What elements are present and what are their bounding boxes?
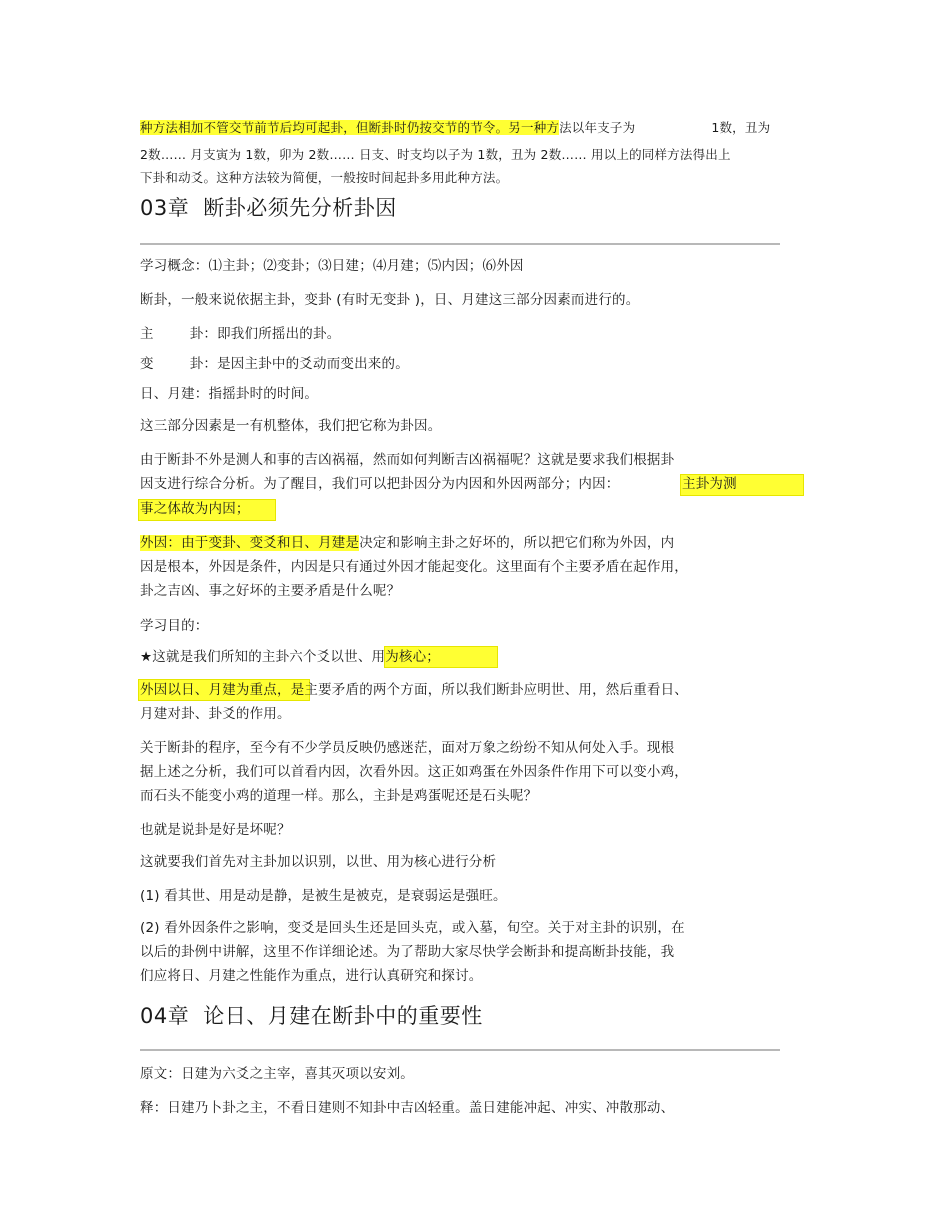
intro-line-2: 2数…… 月支寅为 1数，卯为 2数…… 日支、时支均以子为 1数，丑为 2数…… 用以上的同样方法得出上 — [140, 147, 731, 162]
definition-day-month: 日、月建：指摇卦时的时间。 — [140, 386, 319, 402]
star-line — [140, 647, 440, 667]
chapter-number: 03章 — [140, 196, 190, 220]
chapter-divider — [140, 243, 780, 245]
study-concepts: 学习概念：⑴主卦；⑵变卦；⑶日建；⑷月建；⑸内因；⑹外因 — [140, 258, 524, 274]
paragraph-line: 因是根本，外因是条件，内因是只有通过外因才能起变化。这里面有个主要矛盾在起作用， — [140, 559, 688, 575]
highlighted-text: 外因以日、月建为重点， — [140, 682, 291, 698]
chapter-divider — [140, 1049, 780, 1051]
paragraph-line: 因支进行综合分析。为了醒目，我们可以把卦因分为内因和外因两部分；内因： — [140, 476, 620, 492]
paragraph: 断卦，一般来说依据主卦，变卦 (有时无变卦 )，日、月建这三部分因素而进行的。 — [140, 292, 640, 308]
chapter-title: 断卦必须先分析卦因 — [203, 196, 397, 220]
paragraph-line: 外因：由于变卦、变爻和日、月建是决定和影响主卦之好坏的，所以把它们称为外因，内 — [140, 535, 675, 551]
list-item-line: 以后的卦例中讲解，这里不作详细论述。为了帮助大家尽快学会断卦和提高断卦技能，我 — [140, 944, 675, 960]
paragraph: 这就要我们首先对主卦加以识别，以世、用为核心进行分析 — [140, 854, 497, 870]
chapter-title: 论日、月建在断卦中的重要性 — [203, 1004, 483, 1028]
chapter-number: 04章 — [140, 1004, 190, 1028]
definition-changed-hexagram: 变 卦：是因主卦中的爻动而变出来的。 — [140, 356, 409, 372]
chapter-heading-04 — [140, 1000, 483, 1030]
paragraph-line: 月建对卦、卦爻的作用。 — [140, 706, 291, 722]
highlighted-text: 种方法相加不管交节前节后均可起卦，但断卦时仍按交节的节令。另一种方 — [140, 120, 560, 135]
paragraph: 也就是说卦是好是坏呢？ — [140, 822, 291, 838]
paragraph-line: 关于断卦的程序，至今有不少学员反映仍感迷茫，面对万象之纷纷不知从何处入手。现根 — [140, 740, 675, 756]
star-text: ★这就是我们所知的主卦六个爻以世 — [140, 649, 358, 665]
intro-line-3: 下卦和动爻。这种方法较为简便，一般按时间起卦多用此种方法。 — [140, 170, 509, 185]
explanation-text: 释：日建乃卜卦之主，不看日建则不知卦中吉凶轻重。盖日建能冲起、冲实、冲散那动、 — [140, 1100, 675, 1116]
paragraph-line: 而石头不能变小鸡的道理一样。那么，主卦是鸡蛋呢还是石头呢？ — [140, 788, 538, 804]
original-text: 原文：日建为六爻之主宰，喜其灭项以安刘。 — [140, 1066, 414, 1082]
paragraph-line: 外因以日、月建为重点，是主要矛盾的两个方面，所以我们断卦应明世、用，然后重看日、 — [140, 682, 689, 698]
highlighted-text: 、用为核心； — [357, 649, 441, 665]
paragraph: 这三部分因素是一有机整体，我们把它称为卦因。 — [140, 418, 442, 434]
paragraph-line: 卦之吉凶、事之好坏的主要矛盾是什么呢？ — [140, 583, 401, 599]
list-item: (2) 看外因条件之影响，变爻是回头生还是回头克，或入墓，旬空。关于对主卦的识别，在 — [140, 920, 685, 936]
list-item-line: 们应将日、月建之性能作为重点，进行认真研究和探讨。 — [140, 968, 483, 984]
highlighted-text: 主卦为测 — [682, 476, 737, 492]
study-goal-label: 学习目的： — [140, 618, 209, 634]
chapter-heading-03 — [140, 192, 397, 222]
intro-line-1: 种方法相加不管交节前节后均可起卦，但断卦时仍按交节的节令。另一种方法以年支子为 1数，丑为 — [140, 120, 771, 135]
list-item: (1) 看其世、用是动是静，是被生是被克，是衰弱运是强旺。 — [140, 888, 507, 904]
paragraph-line: 据上述之分析，我们可以首看内因，次看外因。这正如鸡蛋在外因条件作用下可以变小鸡， — [140, 764, 688, 780]
highlighted-text: 事之体故为内因； — [140, 501, 250, 517]
definition-main-hexagram: 主 卦：即我们所摇出的卦。 — [140, 326, 341, 342]
highlighted-text: 外因：由于变卦、变爻和日、月建是 — [140, 535, 360, 551]
paragraph-line: 由于断卦不外是测人和事的吉凶祸福，然而如何判断吉凶祸福呢？这就是要求我们根据卦 — [140, 452, 675, 468]
